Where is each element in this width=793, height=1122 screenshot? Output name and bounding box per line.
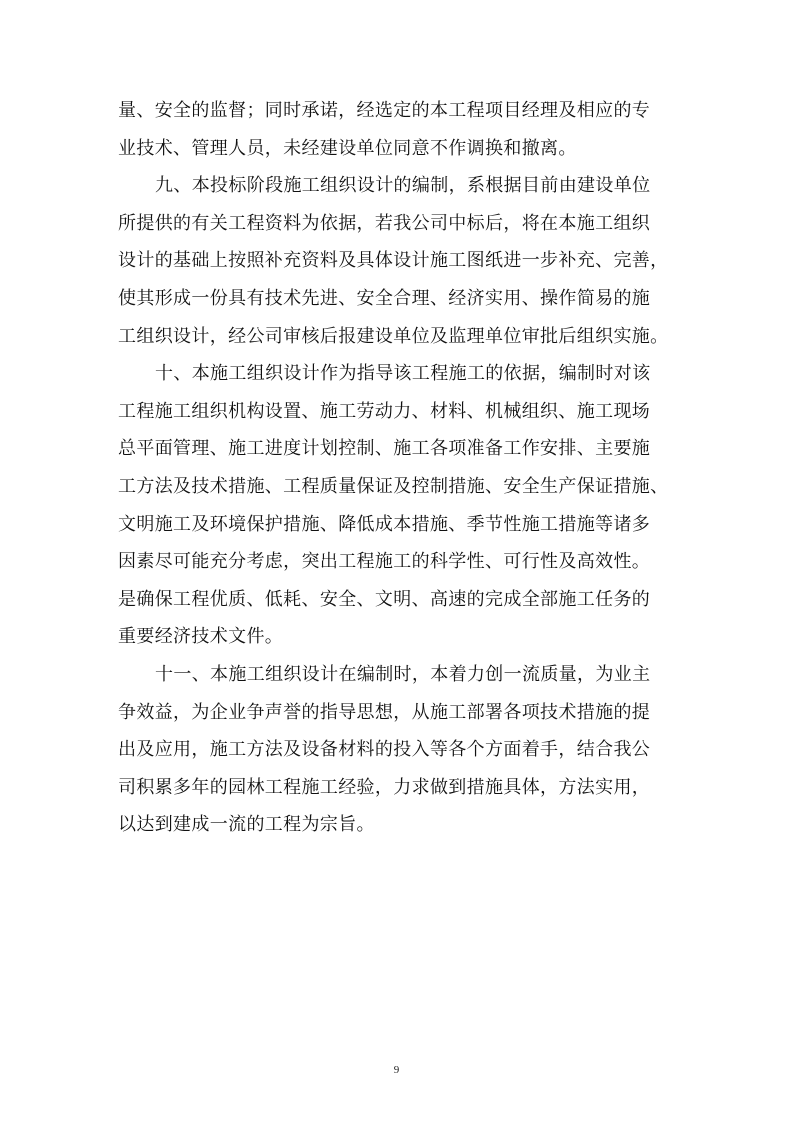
text-line: 工方法及技术措施、工程质量保证及控制措施、安全生产保证措施、 [118,475,669,497]
text-line: 总平面管理、施工进度计划控制、施工各项准备工作安排、主要施 [118,438,651,460]
text-line: 十一、本施工组织设计在编制时，本着力创一流质量，为业主 [155,663,651,685]
text-line: 是确保工程优质、低耗、安全、文明、高速的完成全部施工任务的 [118,588,651,610]
text-line: 工程施工组织机构设置、施工劳动力、材料、机械组织、施工现场 [118,400,651,422]
paragraph-item-9 [118,167,678,355]
text-line: 使其形成一份具有技术先进、安全合理、经济实用、操作简易的施 [118,287,651,309]
text-line: 九、本投标阶段施工组织设计的编制，系根据目前由建设单位 [155,175,651,197]
text-line: 文明施工及环境保护措施、降低成本措施、季节性施工措施等诸多 [118,513,651,535]
text-line: 以达到建成一流的工程为宗旨。 [118,814,375,836]
text-line: 工组织设计，经公司审核后报建设单位及监理单位审批后组织实施。 [118,325,669,347]
text-line: 司积累多年的园林工程施工经验，力求做到措施具体，方法实用， [118,776,651,798]
text-line: 所提供的有关工程资料为依据，若我公司中标后，将在本施工组织 [118,212,651,234]
paragraph-item-11 [118,656,678,844]
text-line: 出及应用，施工方法及设备材料的投入等各个方面着手，结合我公 [118,739,651,761]
text-line: 争效益，为企业争声誉的指导思想，从施工部署各项技术措施的提 [118,701,651,723]
text-line: 业技术、管理人员，未经建设单位同意不作调换和撤离。 [118,137,577,159]
text-line: 设计的基础上按照补充资料及具体设计施工图纸进一步补充、完善， [118,250,669,272]
text-line: 重要经济技术文件。 [118,626,284,648]
paragraph-continuation [118,92,678,167]
body-text [118,92,678,844]
text-line: 十、本施工组织设计作为指导该工程施工的依据，编制时对该 [155,363,651,385]
paragraph-item-10 [118,355,678,656]
text-line: 因素尽可能充分考虑，突出工程施工的科学性、可行性及高效性。 [118,551,651,573]
page-number: 9 [393,1064,400,1076]
text-line: 量、安全的监督；同时承诺，经选定的本工程项目经理及相应的专 [118,100,651,121]
